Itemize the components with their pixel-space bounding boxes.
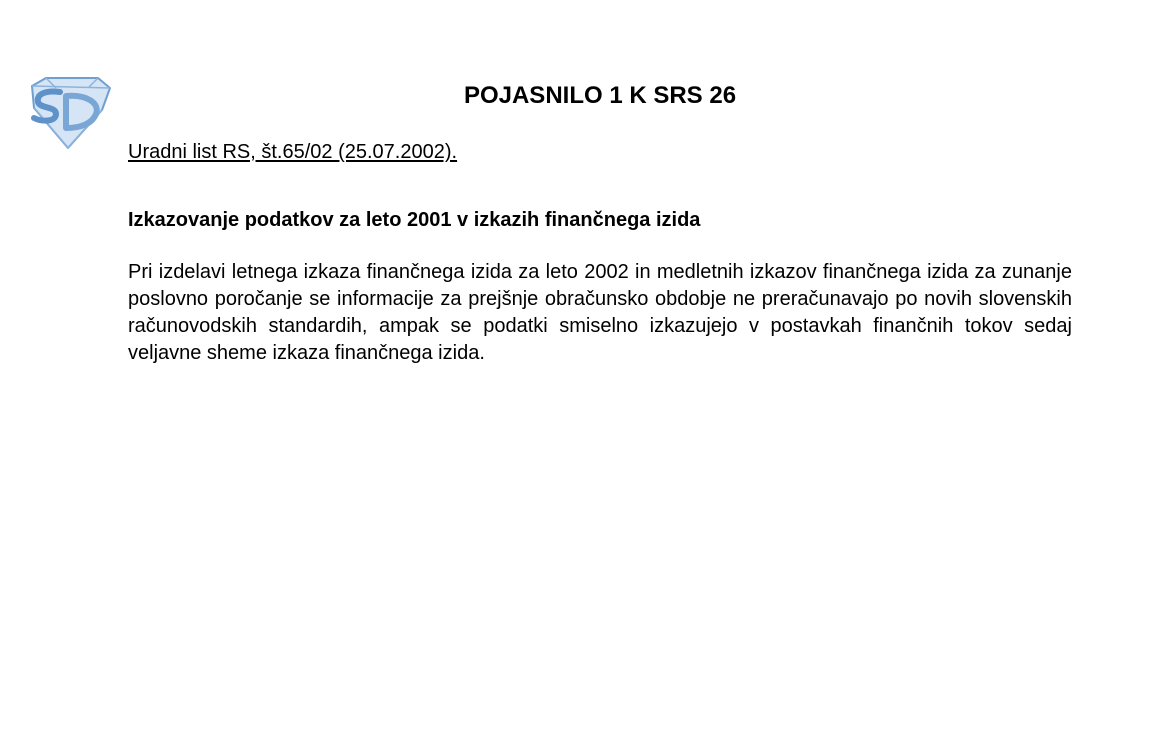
gazette-reference: Uradni list RS, št.65/02 (25.07.2002). bbox=[128, 141, 458, 163]
document-title: POJASNILO 1 K SRS 26 bbox=[463, 82, 737, 109]
diamond-sd-logo-icon bbox=[26, 76, 112, 150]
section-heading: Izkazovanje podatkov za leto 2001 v izkazih finančnega izida bbox=[128, 209, 701, 231]
body-paragraph: Pri izdelavi letnega izkaza finančnega izida za leto 2002 in medletnih izkazov finančnega izida za zunanje poslovno poročanje se informacije za prejšnje obračunsko obdobje ne preračunavajo po novih slovenskih računovodskih standardih, ampak se podatki smiselno izkazujejo v postavkah finančnih tokov sedaj veljavne sheme izkaza finančnega izida. bbox=[128, 261, 1072, 364]
